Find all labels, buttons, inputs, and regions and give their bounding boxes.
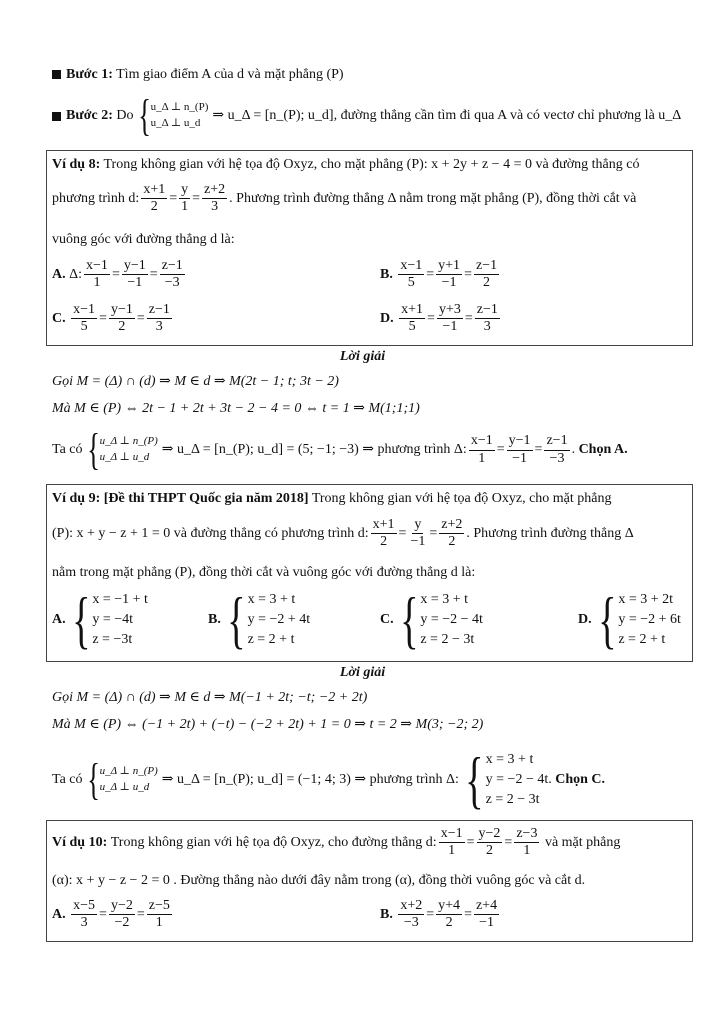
step2-text: , đường thẳng cần tìm đi qua A và có vectơ chỉ phương là u_Δ — [333, 108, 682, 124]
ex8-title: Ví dụ 8: — [52, 157, 101, 172]
ex9-line2: (P): x + y − z + 1 = 0 và đường thẳng có phương trình d: $\frac{x+1}{2}$ = $\frac{y}{-1}$ = $\frac{z+2}{2}$ . Phương trình đường thẳng Δ — [52, 517, 634, 550]
sol8-heading: Lời giải — [339, 349, 386, 364]
ex8-line1 — [52, 156, 639, 174]
ex10-title: Ví dụ 10: — [52, 834, 108, 850]
ex8-option-c[interactable]: C. $\frac{x-1}{5}$ = $\frac{y-1}{2}$ = $\frac{z-1}{3}$ — [52, 302, 170, 335]
step2-formula: ⇒ u_Δ = [n_(P); u_d] — [212, 108, 334, 124]
sol8-choose: Chọn A. — [578, 442, 628, 458]
sol9-line3: Ta có { u_Δ ⊥ n_(P) u_Δ ⊥ u_d ⇒ u_Δ = [n_(P); u_d] = (−1; 4; 3) ⇒ phương trình Δ: { x = 3 + t y = −2 − 4t z = 2 − 3t . Chọn C. — [52, 744, 606, 815]
step1-label: Bước 1: — [66, 67, 113, 82]
step2-do: Do — [116, 108, 134, 124]
bullet-square-icon — [52, 70, 61, 79]
bullet-square-icon — [52, 112, 61, 121]
ex8-line2b: . Phương trình đường thẳng Δ nằm trong mặt phẳng (P), đồng thời cắt và — [229, 190, 637, 206]
ex8-line2: phương trình d: $\frac{x+1}{2}$ = $\frac{y}{1}$ = $\frac{z+2}{3}$ . Phương trình đường thẳng Δ nằm trong mặt phẳng (P), đồng thời cắt và — [52, 182, 637, 215]
step2-label: Bước 2: — [66, 108, 113, 124]
ex8-line1-text: Trong không gian với hệ tọa độ Oxyz, cho mặt phẳng (P): x + 2y + z − 4 = 0 và đường thẳng có — [103, 157, 640, 172]
ex10-option-a[interactable]: A. $\frac{x-5}{3}$ = $\frac{y-2}{-2}$ = $\frac{z-5}{1}$ — [52, 898, 170, 931]
ex10-line1: Ví dụ 10: Trong không gian với hệ tọa độ Oxyz, cho đường thẳng d: $\frac{x-1}{1}$ = $\frac{y-2}{2}$ = $\frac{z-3}{1}$ và mặt phẳng — [52, 826, 621, 859]
step1-text: Tìm giao điểm A của d và mặt phẳng (P) — [116, 67, 344, 82]
step2-line — [52, 91, 682, 140]
step1-line — [52, 66, 344, 84]
sol9-heading: Lời giải — [339, 665, 386, 680]
sol9-choose: Chọn C. — [555, 772, 606, 788]
step2-sys-top: u_Δ ⊥ n_(P) — [150, 101, 209, 114]
ex10-option-b[interactable]: B. $\frac{x+2}{-3}$ = $\frac{y+4}{2}$ = $\frac{z+4}{-1}$ — [380, 898, 498, 931]
sol9-line1: Gọi M = (Δ) ∩ (d) ⇒ M ∈ d ⇒ M(−1 + 2t; −t; −2 + 2t) — [52, 690, 368, 705]
sol8-line2: Mà M ∈ (P) ⇔ 2t − 1 + 2t + 3t − 2 − 4 = 0 ⇔ t = 1 ⇒ M(1;1;1) — [52, 401, 420, 416]
ex9-line3: nằm trong mặt phẳng (P), đồng thời cắt và vuông góc với đường thẳng d là: — [52, 565, 476, 580]
ex8-line3: vuông góc với đường thẳng d là: — [52, 232, 235, 247]
ex9-title: Ví dụ 9: [Đề thi THPT Quốc gia năm 2018] — [52, 491, 309, 506]
ex9-option-a[interactable]: A. { x = −1 + t y = −4t z = −3t — [52, 584, 148, 655]
ex9-option-d[interactable]: D. { x = 3 + 2t y = −2 + 6t z = 2 + t — [578, 584, 681, 655]
step2-sys-bot: u_Δ ⊥ u_d — [150, 117, 201, 129]
ex10-line2: (α): x + y − z − 2 = 0 . Đường thẳng nào dưới đây nằm trong (α), đồng thời vuông góc và cắt d. — [52, 873, 586, 888]
step2-system: { u_Δ ⊥ n_(P) u_Δ ⊥ u_d — [137, 91, 209, 140]
sol8-line3: Ta có { u_Δ ⊥ n_(P) u_Δ ⊥ u_d ⇒ u_Δ = [n_(P); u_d] = (5; −1; −3) ⇒ phương trình Δ: $\frac{x-1}{1}$ = $\frac{y-1}{-1}$ = $\frac{z-1}{-3}$ . Chọn A. — [52, 425, 628, 474]
sol9-line2: Mà M ∈ (P) ⇔ (−1 + 2t) + (−t) − (−2 + 2t) + 1 = 0 ⇒ t = 2 ⇒ M(3; −2; 2) — [52, 717, 484, 732]
ex9-option-b[interactable]: B. { x = 3 + t y = −2 + 4t z = 2 + t — [208, 584, 311, 655]
ex8-line2a: phương trình d: — [52, 190, 140, 206]
sol8-line1: Gọi M = (Δ) ∩ (d) ⇒ M ∈ d ⇒ M(2t − 1; t; 3t − 2) — [52, 374, 339, 389]
frac: $\frac{y}{1}$ — [181, 182, 189, 215]
frac: $\frac{z+2}{3}$ — [204, 182, 226, 215]
frac: $\frac{x+1}{2}$ — [143, 182, 166, 215]
ex9-option-c[interactable]: C. { x = 3 + t y = −2 − 4t z = 2 − 3t — [380, 584, 483, 655]
ex8-option-b[interactable]: B. $\frac{x-1}{5}$ = $\frac{y+1}{-1}$ = $\frac{z-1}{2}$ — [380, 258, 498, 291]
ex8-option-a[interactable]: A. Δ: $\frac{x-1}{1}$ = $\frac{y-1}{-1}$ = $\frac{z-1}{-3}$ — [52, 258, 183, 291]
ex9-line1: Ví dụ 9: [Đề thi THPT Quốc gia năm 2018] Trong không gian với hệ tọa độ Oxyz, cho mặt phẳng — [52, 491, 612, 506]
ex8-option-d[interactable]: D. $\frac{x+1}{5}$ = $\frac{y+3}{-1}$ = $\frac{z-1}{3}$ — [380, 302, 498, 335]
